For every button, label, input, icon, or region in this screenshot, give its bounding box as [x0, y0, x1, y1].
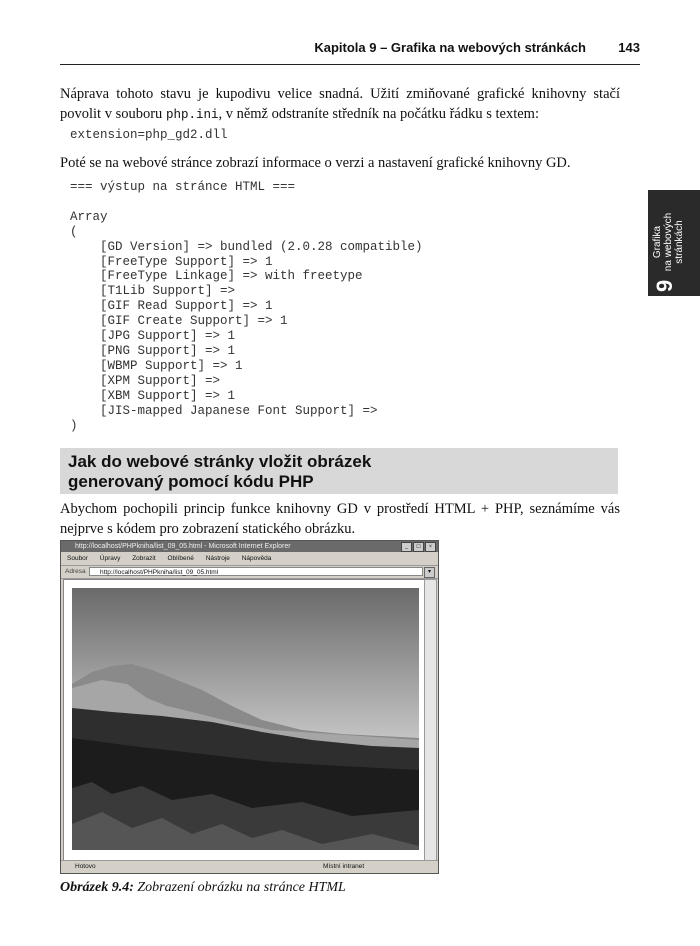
maximize-icon: □: [413, 542, 424, 552]
side-tab-number: 9: [652, 279, 677, 292]
address-field: http://localhost/PHPkniha/list_09_05.html: [89, 567, 423, 576]
menu-item: Úpravy: [99, 555, 121, 562]
chapter-side-tab: [648, 190, 700, 296]
address-bar: [61, 565, 438, 579]
paragraph-3: Abychom pochopili princip funkce knihovny GD v prostředí HTML + PHP, seznámíme vás nejprve s kódem pro zobrazení statického obrázku.: [60, 501, 620, 537]
section-heading: Jak do webové stránky vložit obrázek generovaný pomocí kódu PHP: [68, 452, 372, 491]
status-bar: [61, 860, 438, 873]
side-tab-text: Grafika na webových stránkách: [652, 212, 685, 272]
browser-screenshot: [60, 540, 439, 874]
browser-content: [63, 579, 426, 861]
landscape-photo: [72, 588, 419, 850]
chevron-down-icon: ▾: [424, 567, 435, 578]
section-heading-box: [60, 448, 618, 494]
menu-item: Oblíbené: [167, 555, 194, 562]
minimize-icon: _: [401, 542, 412, 552]
menu-item: Zobrazit: [132, 555, 156, 562]
page-number: 143: [618, 40, 640, 55]
address-label: Adresa: [65, 568, 86, 575]
figure-caption: Obrázek 9.4: Zobrazení obrázku na stránce HTML: [60, 880, 346, 895]
code-block-1: extension=php_gd2.dll: [70, 128, 228, 142]
menu-item: Nástroje: [205, 555, 230, 562]
paragraph-2: Poté se na webové stránce zobrazí informace o verzi a nastavení grafické knihovny GD.: [60, 155, 571, 171]
inline-code: php.ini: [165, 108, 219, 122]
status-text: Hotovo: [75, 863, 96, 870]
security-zone: Místní intranet: [323, 863, 365, 870]
browser-menu-bar: [61, 553, 438, 564]
chapter-title: Kapitola 9 – Grafika na webových stránkách: [314, 40, 586, 55]
running-header: [60, 40, 640, 65]
menu-item: Nápověda: [241, 555, 272, 562]
scrollbar: [424, 579, 437, 861]
menu-item: Soubor: [67, 555, 88, 562]
paragraph-1: Náprava tohoto stavu je kupodivu velice snadná. Užití zmiňované grafické knihovny stačí povolit v souboru php.ini, v němž odstraníte středník na počátku řádku s textem:: [60, 86, 620, 122]
code-block-2: === výstup na stránce HTML === Array ( [GD Version] => bundled (2.0.28 compatible) [FreeType Support] => 1 [FreeType Linkage] => with freetype [T1Lib Support] => [GIF Read Support] => 1 [GIF Create Support] => 1 [JPG Support] => 1 [PNG Support] => 1 [WBMP Support] => 1 [XPM Support] => [XBM Support] => 1 [JIS-mapped Japanese Font Support] => ): [70, 180, 423, 433]
close-icon: ×: [425, 542, 436, 552]
window-buttons: [401, 542, 436, 552]
browser-title-bar: http://localhost/PHPkniha/list_09_05.html - Microsoft Internet Explorer: [61, 541, 438, 552]
